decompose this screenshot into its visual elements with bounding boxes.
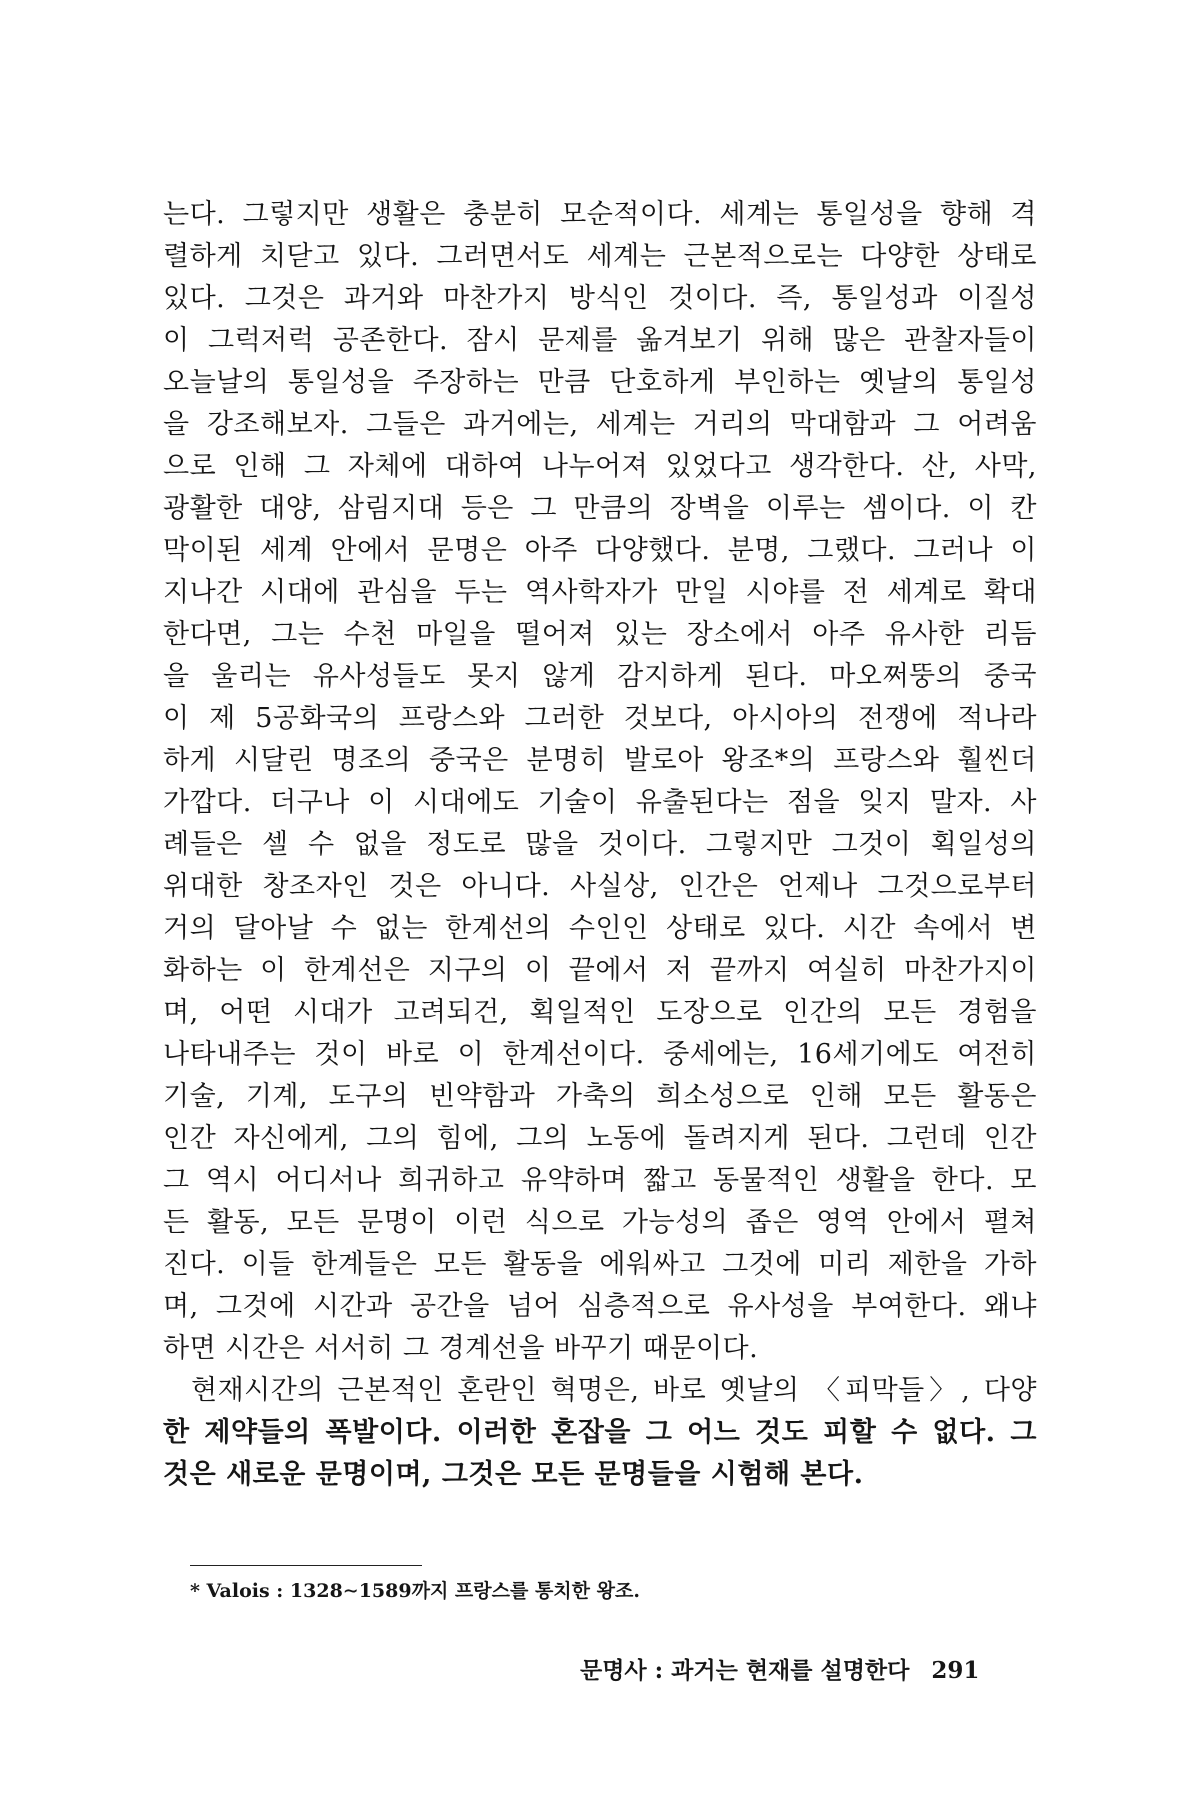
text-line: 을 강조해보자. 그들은 과거에는, 세계는 거리의 막대함과 그 어려움 (163, 409, 1037, 440)
text-line: 그 역시 어디서나 희귀하고 유약하며 짧고 동물적인 생활을 한다. 모 (163, 1165, 1037, 1196)
text-line: 지나간 시대에 관심을 두는 역사학자가 만일 시야를 전 세계로 확대 (163, 577, 1037, 608)
text-line: 나타내주는 것이 바로 이 한계선이다. 중세에는, 16세기에도 여전히 (163, 1039, 1037, 1070)
text-line: 든 활동, 모든 문명이 이런 식으로 가능성의 좁은 영역 안에서 펼쳐 (163, 1207, 1037, 1238)
text-line: 오늘날의 통일성을 주장하는 만큼 단호하게 부인하는 옛날의 통일성 (163, 367, 1037, 398)
page-number: 291 (931, 1657, 980, 1684)
text-line-paragraph-start: 현재시간의 근본적인 혼란인 혁명은, 바로 옛날의 〈피막들〉, 다양 (191, 1375, 1037, 1406)
text-line: 진다. 이들 한계들은 모든 활동을 에워싸고 그것에 미리 제한을 가하 (163, 1249, 1037, 1280)
text-line: 을 울리는 유사성들도 못지 않게 감지하게 된다. 마오쩌뚱의 중국 (163, 661, 1037, 692)
page-footer (580, 1654, 979, 1688)
text-line: 며, 어떤 시대가 고려되건, 획일적인 도장으로 인간의 모든 경험을 (163, 997, 1037, 1028)
footnote: * Valois : 1328∼1589까지 프랑스를 통치한 왕조. (190, 1580, 640, 1602)
text-line: 하면 시간은 서서히 그 경계선을 바꾸기 때문이다. (163, 1333, 759, 1364)
text-line: 있다. 그것은 과거와 마찬가지 방식인 것이다. 즉, 통일성과 이질성 (163, 283, 1037, 314)
text-line: 렬하게 치닫고 있다. 그러면서도 세계는 근본적으로는 다양한 상태로 (163, 241, 1037, 272)
text-line: 례들은 셀 수 없을 정도로 많을 것이다. 그렇지만 그것이 획일성의 (163, 829, 1037, 860)
text-line: 인간 자신에게, 그의 힘에, 그의 노동에 돌려지게 된다. 그런데 인간 (163, 1123, 1037, 1154)
text-line: 위대한 창조자인 것은 아니다. 사실상, 인간은 언제나 그것으로부터 (163, 871, 1037, 902)
text-line: 는다. 그렇지만 생활은 충분히 모순적이다. 세계는 통일성을 향해 격 (163, 199, 1037, 230)
text-line: 며, 그것에 시간과 공간을 넘어 심층적으로 유사성을 부여한다. 왜냐 (163, 1291, 1037, 1322)
text-line: 거의 달아날 수 없는 한계선의 수인인 상태로 있다. 시간 속에서 변 (163, 913, 1037, 944)
text-line: 화하는 이 한계선은 지구의 이 끝에서 저 끝까지 여실히 마찬가지이 (163, 955, 1037, 986)
text-line: 광활한 대양, 삼림지대 등은 그 만큼의 장벽을 이루는 셈이다. 이 칸 (163, 493, 1037, 524)
running-title: 문명사 : 과거는 현재를 설명한다 (580, 1657, 910, 1684)
text-line: 한다면, 그는 수천 마일을 떨어져 있는 장소에서 아주 유사한 리듬 (163, 619, 1037, 650)
footnote-divider (190, 1565, 422, 1566)
text-line: 하게 시달린 명조의 중국은 분명히 발로아 왕조*의 프랑스와 훨씬더 (163, 745, 1037, 776)
text-line: 가깝다. 더구나 이 시대에도 기술이 유출된다는 점을 잊지 말자. 사 (163, 787, 1037, 818)
text-line: 한 제약들의 폭발이다. 이러한 혼잡을 그 어느 것도 피할 수 없다. 그 (163, 1417, 1037, 1448)
text-line: 것은 새로운 문명이며, 그것은 모든 문명들을 시험해 본다. (163, 1459, 864, 1490)
text-line: 이 그럭저럭 공존한다. 잠시 문제를 옮겨보기 위해 많은 관찰자들이 (163, 325, 1037, 356)
text-line: 막이된 세계 안에서 문명은 아주 다양했다. 분명, 그랬다. 그러나 이 (163, 535, 1037, 566)
text-line: 기술, 기계, 도구의 빈약함과 가축의 희소성으로 인해 모든 활동은 (163, 1081, 1037, 1112)
text-line: 으로 인해 그 자체에 대하여 나누어져 있었다고 생각한다. 산, 사막, (163, 451, 1037, 482)
text-line: 이 제 5공화국의 프랑스와 그러한 것보다, 아시아의 전쟁에 적나라 (163, 703, 1037, 734)
body-text (163, 194, 1037, 1496)
